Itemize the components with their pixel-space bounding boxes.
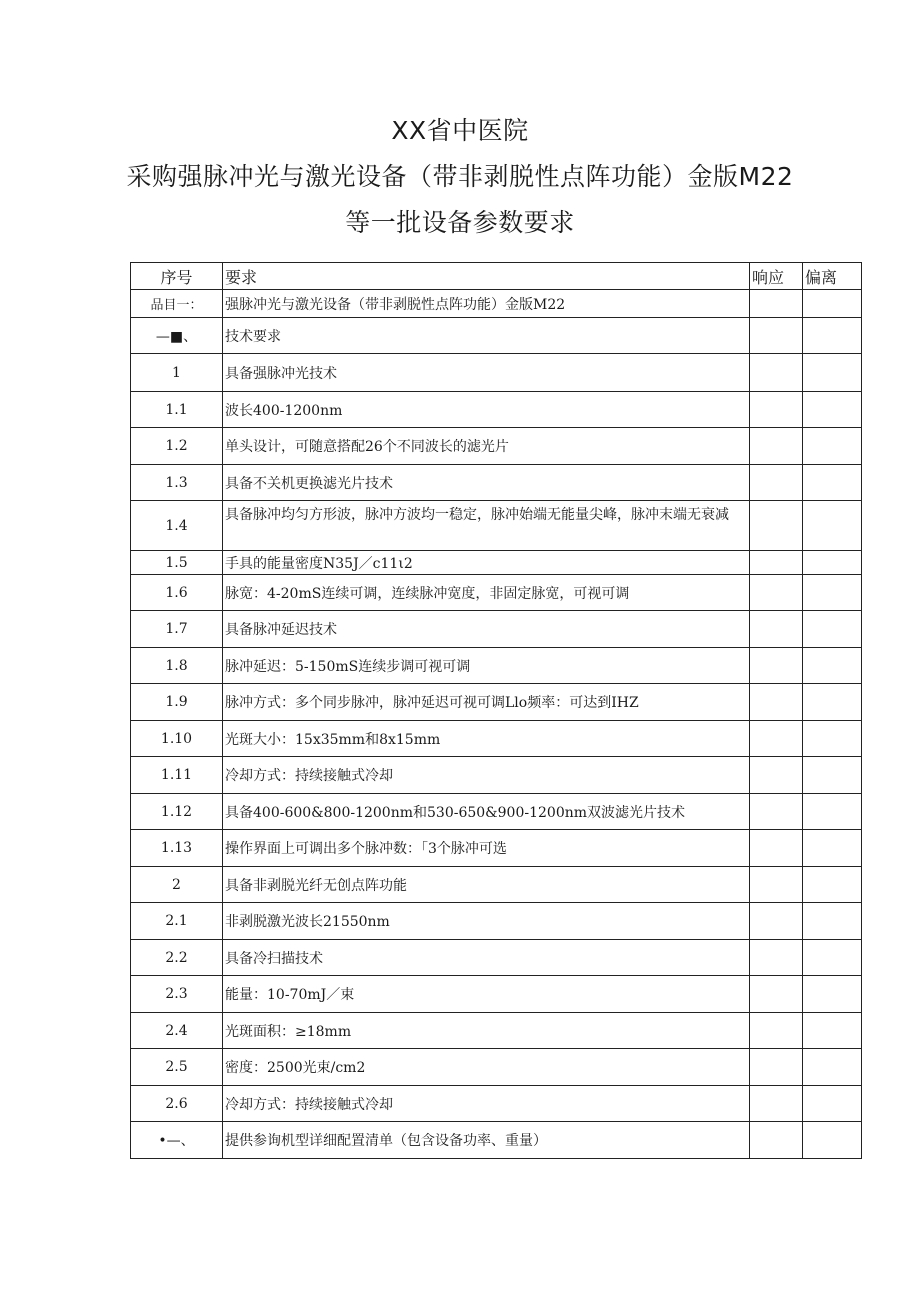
row-requirement: 手具的能量密度N35J／c11ι2 xyxy=(223,551,750,575)
row-number: 1.10 xyxy=(131,721,223,757)
row-deviation-cell[interactable] xyxy=(803,976,862,1013)
row-number: 2.1 xyxy=(131,903,223,940)
row-requirement: 非剥脱激光波长21550nm xyxy=(223,903,750,940)
row-number: 2.3 xyxy=(131,976,223,1013)
row-requirement: 单头设计，可随意搭配26个不同波长的滤光片 xyxy=(223,428,750,465)
table-row xyxy=(131,721,862,757)
row-response-cell[interactable] xyxy=(750,976,803,1013)
document-title xyxy=(0,118,920,235)
title-hospital: XX省中医院 xyxy=(391,116,529,145)
row-number: 品目一： xyxy=(131,290,223,318)
table-row xyxy=(131,465,862,501)
row-response-cell[interactable] xyxy=(750,354,803,392)
row-requirement: 具备脉冲均匀方形波，脉冲方波均一稳定，脉冲始端无能量尖峰，脉冲末端无衰减 xyxy=(223,501,750,551)
table-row xyxy=(131,428,862,465)
row-response-cell[interactable] xyxy=(750,1122,803,1159)
row-number: 1.11 xyxy=(131,757,223,794)
row-deviation-cell[interactable] xyxy=(803,318,862,354)
row-requirement: 具备强脉冲光技术 xyxy=(223,354,750,392)
row-requirement: 技术要求 xyxy=(223,318,750,354)
row-deviation-cell[interactable] xyxy=(803,392,862,428)
row-response-cell[interactable] xyxy=(750,757,803,794)
table-row xyxy=(131,551,862,575)
row-number: •—、 xyxy=(131,1122,223,1159)
table-body xyxy=(131,290,862,1159)
row-number: 1.1 xyxy=(131,392,223,428)
row-deviation-cell[interactable] xyxy=(803,1122,862,1159)
table-row xyxy=(131,903,862,940)
row-response-cell[interactable] xyxy=(750,428,803,465)
row-number: —■、 xyxy=(131,318,223,354)
title-subtitle: 等一批设备参数要求 xyxy=(345,208,575,237)
row-response-cell[interactable] xyxy=(750,318,803,354)
table-row xyxy=(131,575,862,611)
row-requirement: 能量：10-70mJ／束 xyxy=(223,976,750,1013)
row-number: 1.7 xyxy=(131,611,223,648)
row-response-cell[interactable] xyxy=(750,867,803,903)
row-deviation-cell[interactable] xyxy=(803,940,862,976)
header-response: 响应 xyxy=(750,263,803,290)
table-row xyxy=(131,830,862,867)
row-deviation-cell[interactable] xyxy=(803,290,862,318)
row-deviation-cell[interactable] xyxy=(803,830,862,867)
row-number: 1.12 xyxy=(131,794,223,830)
table-header-row xyxy=(131,263,862,290)
row-deviation-cell[interactable] xyxy=(803,465,862,501)
row-number: 1 xyxy=(131,354,223,392)
row-deviation-cell[interactable] xyxy=(803,1086,862,1122)
row-number: 2.4 xyxy=(131,1013,223,1049)
row-requirement: 冷却方式：持续接触式冷却 xyxy=(223,757,750,794)
row-requirement: 脉冲方式：多个同步脉冲，脉冲延迟可视可调Llo频率：可达到IHZ xyxy=(223,684,750,721)
row-requirement: 密度：2500光束/cm2 xyxy=(223,1049,750,1086)
row-number: 1.4 xyxy=(131,501,223,551)
row-requirement: 操作界面上可调出多个脉冲数：「3个脉冲可选 xyxy=(223,830,750,867)
row-response-cell[interactable] xyxy=(750,290,803,318)
row-number: 2.6 xyxy=(131,1086,223,1122)
row-response-cell[interactable] xyxy=(750,1049,803,1086)
row-response-cell[interactable] xyxy=(750,721,803,757)
row-response-cell[interactable] xyxy=(750,1086,803,1122)
row-response-cell[interactable] xyxy=(750,684,803,721)
row-requirement: 冷却方式：持续接触式冷却 xyxy=(223,1086,750,1122)
row-response-cell[interactable] xyxy=(750,465,803,501)
title-procurement: 采购强脉冲光与激光设备（带非剥脱性点阵功能）金版M22 xyxy=(126,162,794,191)
row-requirement: 具备400-600&800-1200nm和530-650&900-1200nm双波滤光片技术 xyxy=(223,794,750,830)
row-number: 1.8 xyxy=(131,648,223,684)
row-response-cell[interactable] xyxy=(750,1013,803,1049)
row-deviation-cell[interactable] xyxy=(803,794,862,830)
row-response-cell[interactable] xyxy=(750,648,803,684)
row-deviation-cell[interactable] xyxy=(803,903,862,940)
row-deviation-cell[interactable] xyxy=(803,1049,862,1086)
row-deviation-cell[interactable] xyxy=(803,757,862,794)
row-deviation-cell[interactable] xyxy=(803,1013,862,1049)
spec-table xyxy=(130,262,862,1159)
table-row xyxy=(131,392,862,428)
row-requirement: 具备非剥脱光纤无创点阵功能 xyxy=(223,867,750,903)
row-response-cell[interactable] xyxy=(750,830,803,867)
row-requirement: 具备冷扫描技术 xyxy=(223,940,750,976)
row-requirement: 脉冲延迟：5-150mS连续步调可视可调 xyxy=(223,648,750,684)
row-deviation-cell[interactable] xyxy=(803,684,862,721)
row-requirement: 强脉冲光与激光设备（带非剥脱性点阵功能）金版M22 xyxy=(223,290,750,318)
table-row xyxy=(131,794,862,830)
row-number: 1.9 xyxy=(131,684,223,721)
row-requirement: 波长400-1200nm xyxy=(223,392,750,428)
row-deviation-cell[interactable] xyxy=(803,551,862,575)
row-number: 1.13 xyxy=(131,830,223,867)
table-row xyxy=(131,867,862,903)
row-number: 1.2 xyxy=(131,428,223,465)
row-response-cell[interactable] xyxy=(750,903,803,940)
header-no: 序号 xyxy=(131,263,223,290)
row-requirement: 光斑面积：≥18mm xyxy=(223,1013,750,1049)
row-requirement: 具备不关机更换滤光片技术 xyxy=(223,465,750,501)
table-row xyxy=(131,1122,862,1159)
row-requirement: 光斑大小：15x35mm和8x15mm xyxy=(223,721,750,757)
row-number: 1.6 xyxy=(131,575,223,611)
row-deviation-cell[interactable] xyxy=(803,611,862,648)
table-row xyxy=(131,1049,862,1086)
row-deviation-cell[interactable] xyxy=(803,721,862,757)
row-response-cell[interactable] xyxy=(750,940,803,976)
row-response-cell[interactable] xyxy=(750,551,803,575)
table-row xyxy=(131,1086,862,1122)
row-response-cell[interactable] xyxy=(750,794,803,830)
table-row xyxy=(131,1013,862,1049)
table-row xyxy=(131,648,862,684)
table-row xyxy=(131,501,862,551)
header-requirement: 要求 xyxy=(223,263,750,290)
row-number: 2.2 xyxy=(131,940,223,976)
row-deviation-cell[interactable] xyxy=(803,354,862,392)
row-deviation-cell[interactable] xyxy=(803,867,862,903)
row-response-cell[interactable] xyxy=(750,611,803,648)
table-row xyxy=(131,976,862,1013)
row-requirement: 具备脉冲延迟技术 xyxy=(223,611,750,648)
row-number: 2.5 xyxy=(131,1049,223,1086)
table-row xyxy=(131,290,862,318)
row-number: 1.3 xyxy=(131,465,223,501)
row-deviation-cell[interactable] xyxy=(803,575,862,611)
row-deviation-cell[interactable] xyxy=(803,501,862,551)
table-row xyxy=(131,684,862,721)
header-deviation: 偏离 xyxy=(803,263,862,290)
table-row xyxy=(131,611,862,648)
row-deviation-cell[interactable] xyxy=(803,648,862,684)
row-response-cell[interactable] xyxy=(750,501,803,551)
row-number: 1.5 xyxy=(131,551,223,575)
row-requirement: 提供参询机型详细配置清单（包含设备功率、重量） xyxy=(223,1122,750,1159)
row-response-cell[interactable] xyxy=(750,392,803,428)
table-row xyxy=(131,757,862,794)
row-requirement: 脉宽：4-20mS连续可调，连续脉冲宽度，非固定脉宽，可视可调 xyxy=(223,575,750,611)
table-row xyxy=(131,940,862,976)
row-number: 2 xyxy=(131,867,223,903)
row-deviation-cell[interactable] xyxy=(803,428,862,465)
row-response-cell[interactable] xyxy=(750,575,803,611)
table-row xyxy=(131,318,862,354)
table-row xyxy=(131,354,862,392)
